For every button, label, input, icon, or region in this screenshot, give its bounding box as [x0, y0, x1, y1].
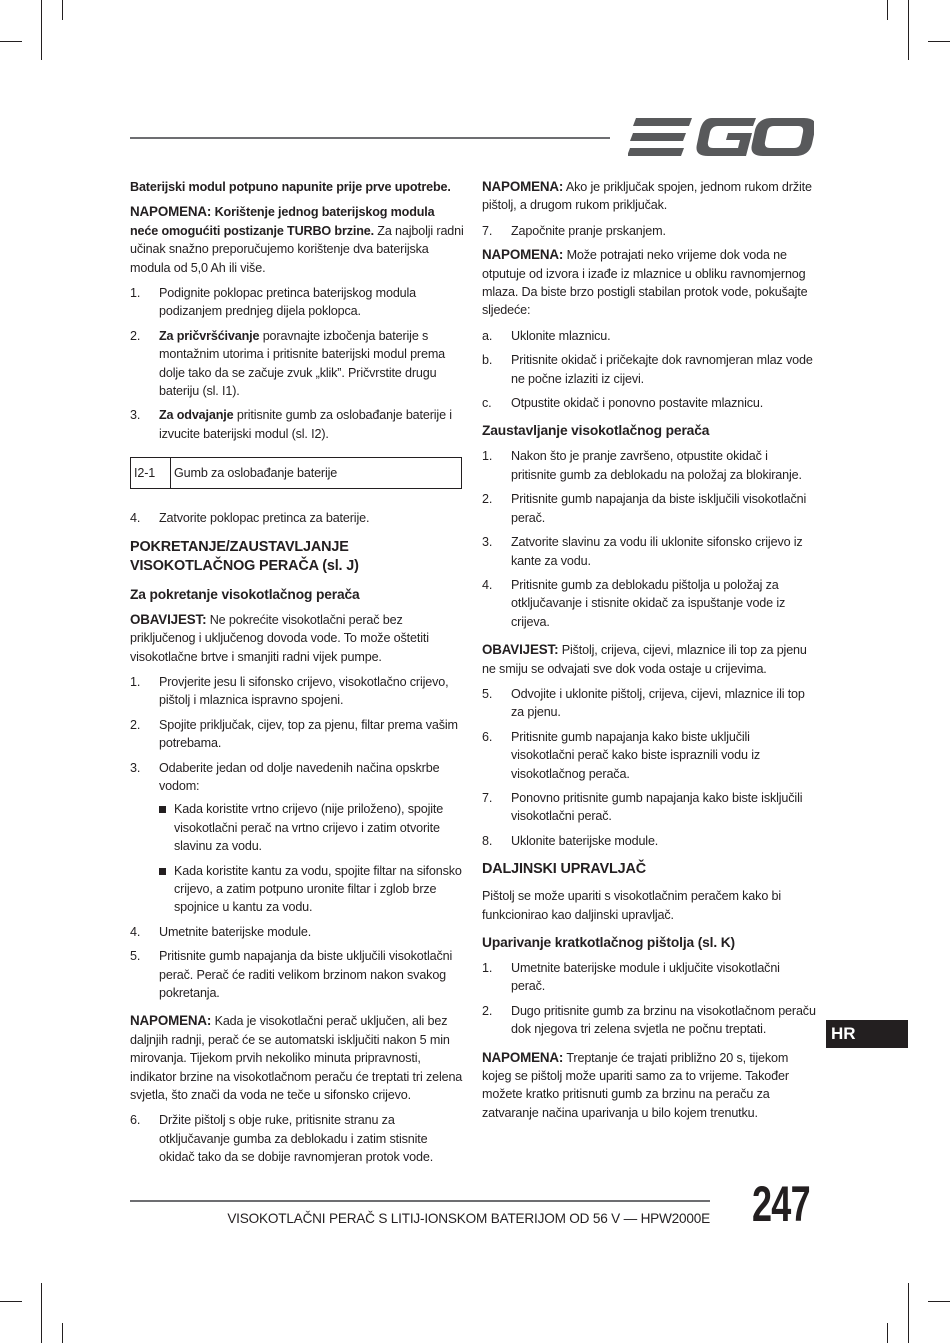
- list-item: 1. Provjerite jesu li sifonsko crijevo, visokotlačno crijevo, pištolj i mlaznica ispravno spojeni.: [130, 674, 449, 708]
- battery-steps-cont: [130, 509, 464, 527]
- table-cell-label: Gumb za oslobađanje baterije: [171, 458, 462, 489]
- crop-mark: [908, 0, 909, 60]
- list-item: 7. Započnite pranje prskanjem.: [482, 223, 666, 238]
- crop-mark: [41, 1283, 42, 1343]
- list-item: 4. Umetnite baterijske module.: [130, 924, 312, 939]
- list-item: 1. Nakon što je pranje završeno, otpustite okidač i pritisnite gumb za deblokadu na položaj za blokiranje.: [482, 449, 802, 482]
- remote-paragraph: Pištolj se može upariti s visokotlačnim peračem kako bi funkcionirao kao daljinski upravljač.: [482, 889, 782, 922]
- list-item: 3. Odaberite jedan od dolje navedenih načina opskrbe vodom: Kada koristite vrtno crijevo (nije priloženo), spojite visokotlačni perač na vrtno crijevo i zatim otvorite slavinu za vodu. Kada koristite kantu za vodu, spojite filtar na sifonsko crijevo, a zatim potpuno uronite filtar i zglob brze spojnice u kantu za vodu.: [130, 759, 464, 917]
- spray-step: [482, 222, 816, 240]
- crop-mark: [928, 1301, 950, 1302]
- bullet-item: Kada koristite kantu za vodu, spojite filtar na sifonsko crijevo, a zatim potpuno uronite filtar i zglob brze spojnice u kantu za vodu.: [159, 862, 464, 917]
- list-item: 2. Dugo pritisnite gumb za brzinu na visokotlačnom peraču dok njegova tri zelena svjetla ne počnu treptati.: [482, 1003, 816, 1037]
- list-item: a. Uklonite mlaznicu.: [482, 328, 611, 343]
- crop-mark: [928, 41, 950, 42]
- crop-mark: [0, 1301, 22, 1302]
- ego-logo: [628, 116, 814, 158]
- stop-steps: [482, 447, 816, 631]
- list-item: 7. Ponovno pritisnite gumb napajanja kako biste isključili visokotlačni perač.: [482, 790, 803, 824]
- list-item: 6. Držite pištolj s obje ruke, pritisnite stranu za otključavanje gumba za deblokadu i zatim stisnite okidač tako da se dobije ravnomjeran protok vode.: [130, 1113, 434, 1165]
- list-item: 5. Pritisnite gumb napajanja da biste uključili visokotlačni perač. Perač će raditi velikom brzinom nakon svakog pokretanja.: [130, 949, 453, 1000]
- crop-mark: [62, 0, 63, 20]
- note-paragraph: NAPOMENA: Treptanje će trajati približno 20 s, tijekom kojeg se pištolj može upariti samo za to vrijeme. Također možete kratko pritisnuti gumb za brzinu na peraču za zatvaranje načina uparivanja u bilo kojem trenutku.: [482, 1049, 789, 1120]
- note-paragraph: NAPOMENA: Korištenje jednog baterijskog modula neće omogućiti postizanje TURBO brzine. Za najbolji radni učinak snažno preporučujemo korištenje dva baterijska modula od 5,0 Ah ili više.: [130, 204, 464, 275]
- crop-mark: [908, 1283, 909, 1343]
- subsection-heading: Zaustavljanje visokotlačnog perača: [482, 423, 710, 439]
- water-supply-options: [159, 800, 464, 916]
- crop-mark: [41, 0, 42, 60]
- start-steps-cont: [130, 1111, 464, 1166]
- flow-tips: [482, 327, 816, 413]
- section-heading: DALJINSKI UPRAVLJAČ: [482, 861, 646, 878]
- subsection-heading: Za pokretanje visokotlačnog perača: [130, 586, 360, 602]
- left-column: [130, 178, 464, 1173]
- crop-mark: [0, 41, 22, 42]
- table-cell-code: I2-1: [131, 458, 171, 489]
- list-item: 2. Za pričvršćivanje poravnajte izbočenja baterije s montažnim utorima i pritisnite baterijski modul prema dolje tako da se začuje zvuk „klik”. Pričvrstite drugu bateriju (sl. I1).: [130, 328, 446, 399]
- list-item: b. Pritisnite okidač i pričekajte dok ravnomjeran mlaz vode ne počne izlaziti iz cijevi.: [482, 353, 813, 386]
- list-item: 1. Umetnite baterijske module i uključite visokotlačni perač.: [482, 961, 780, 994]
- note-paragraph: NAPOMENA: Ako je priključak spojen, jednom rukom držite pištolj, a drugom rukom priključak.: [482, 179, 812, 213]
- footer-title: VISOKOTLAČNI PERAČ S LITIJ-IONSKOM BATERIJOM OD 56 V — HPW2000E: [227, 1211, 710, 1226]
- crop-mark: [62, 1323, 63, 1343]
- list-item: 5. Odvojite i uklonite pištolj, crijeva, cijevi, mlaznice ili top za pjenu.: [482, 686, 805, 720]
- charge-instruction: Baterijski modul potpuno napunite prije prve upotrebe.: [130, 180, 451, 194]
- note-paragraph: NAPOMENA: Može potrajati neko vrijeme dok voda ne otputuje od izvora i izađe iz mlaznice u obliku ravnomjernog mlaza. Da biste brzo postigli stabilan protok vode, pokušajte sljedeće:: [482, 247, 808, 318]
- crop-mark: [887, 0, 888, 20]
- page-number: 247: [752, 1176, 810, 1232]
- right-column: [482, 178, 816, 1129]
- list-item: 2. Pritisnite gumb napajanja da biste isključili visokotlačni perač.: [482, 492, 807, 525]
- list-item: 4. Pritisnite gumb za deblokadu pištolja u položaj za otključavanje i stisnite okidač za ispuštanje vode iz crijeva.: [482, 577, 786, 629]
- note-paragraph: NAPOMENA: Kada je visokotlačni perač uključen, ali bez daljnjih radnji, perač će se automatski isključiti nakon 5 min mirovanja. Tijekom prvih nekoliko minuta pripravnosti, indikator brzine na visokotlačnom peraču će treptati tri zelena svjetla, što znači da voda ne teče u sifonsko crijevo.: [130, 1013, 463, 1103]
- section-heading: POKRETANJE/ZAUSTAVLJANJE VISOKOTLAČNOG PERAČA (sl. J): [130, 538, 359, 574]
- stop-steps-cont: [482, 685, 816, 850]
- header-rule: [130, 137, 610, 139]
- start-steps: [130, 673, 464, 1003]
- list-item: 3. Zatvorite slavinu za vodu ili uklonite sifonsko crijevo iz kante za vodu.: [482, 535, 803, 568]
- list-item: c. Otpustite okidač i ponovno postavite mlaznicu.: [482, 396, 764, 411]
- bullet-item: Kada koristite vrtno crijevo (nije priloženo), spojite visokotlačni perač na vrtno crijevo i zatim otvorite slavinu za vodu.: [159, 800, 464, 855]
- reference-table: [130, 457, 462, 489]
- notice-paragraph: OBAVIJEST: Pištolj, crijeva, cijevi, mlaznice ili top za pjenu ne smiju se odvajati sve dok voda ostaje u crijevima.: [482, 642, 807, 676]
- battery-steps: [130, 284, 464, 443]
- list-item: 4. Zatvorite poklopac pretinca za baterije.: [130, 511, 370, 526]
- notice-paragraph: OBAVIJEST: Ne pokrećite visokotlačni perač bez priključenog i uključenog dovoda vode. To može oštetiti visokotlačne brtve i smanjiti radni vijek pumpe.: [130, 611, 429, 664]
- list-item: 2. Spojite priključak, cijev, top za pjenu, filtar prema vašim potrebama.: [130, 717, 458, 751]
- list-item: 6. Pritisnite gumb napajanja kako biste uključili visokotlačni perač kako biste ispraznili vodu iz visokotlačnog perača.: [482, 729, 760, 781]
- language-tab: HR: [826, 1020, 908, 1048]
- subsection-heading: Uparivanje kratkotlačnog pištolja (sl. K): [482, 935, 735, 950]
- bullet-square-icon: [159, 806, 166, 813]
- footer-rule: [130, 1200, 710, 1202]
- pair-steps: [482, 959, 816, 1039]
- list-item: 3. Za odvajanje pritisnite gumb za oslobađanje baterije i izvucite baterijski modul (sl. I2).: [130, 408, 452, 441]
- bullet-square-icon: [159, 868, 166, 875]
- crop-mark: [887, 1323, 888, 1343]
- list-item: 8. Uklonite baterijske module.: [482, 833, 659, 848]
- list-item: 1. Podignite poklopac pretinca baterijskog modula podizanjem prednjeg dijela poklopca.: [130, 286, 417, 319]
- table-row: [131, 458, 462, 489]
